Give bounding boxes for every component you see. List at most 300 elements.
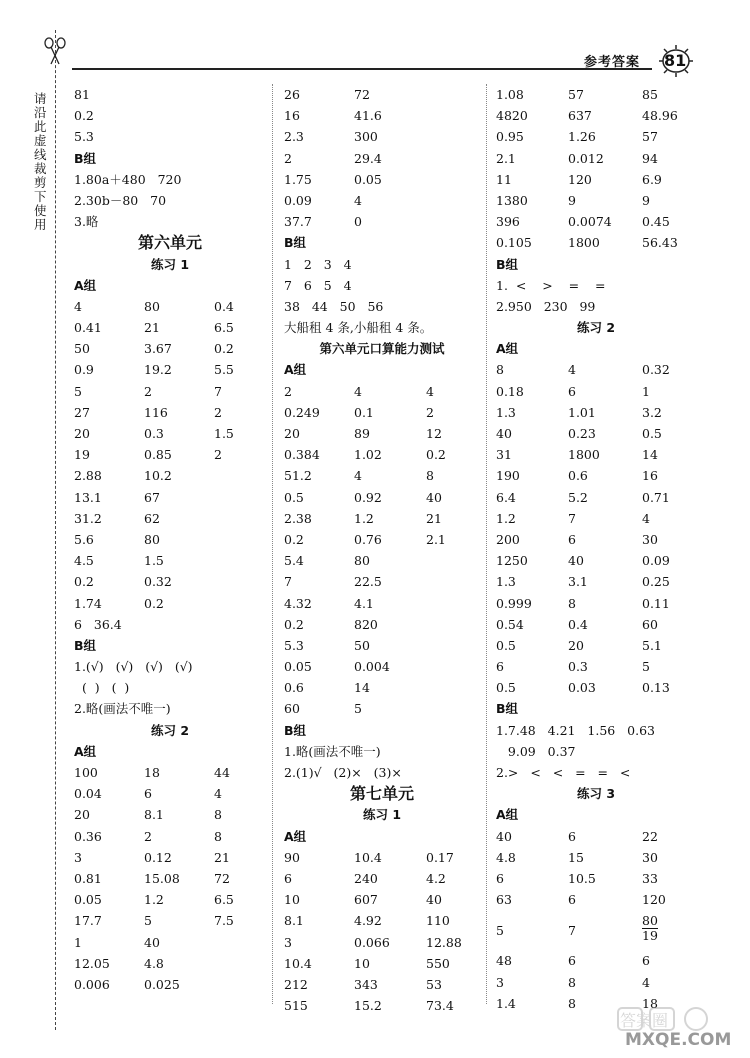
answer-row [74,847,266,868]
answer-cell: 15 [568,849,584,865]
answer-cell: 0.006 [74,976,110,992]
answer-cell: 0.249 [284,404,320,420]
answer-row [496,190,696,211]
answer-text: 1.(√) (√) (√) (√) [74,659,193,675]
answer-cell: 90 [284,849,300,865]
answer-row [496,762,696,783]
answer-row [496,847,696,868]
answer-row [496,275,696,296]
answer-cell: 6 [568,892,576,908]
section-title: 练习 1 [150,256,190,272]
answer-cell: 40 [496,828,512,844]
answer-row [284,84,480,105]
group-heading: A组 [496,341,519,357]
answer-row [496,508,696,529]
answer-cell: 11 [496,171,512,187]
answer-cell: 4 [642,510,650,526]
answer-row [74,317,266,338]
group-heading: A组 [284,828,307,844]
answer-cell: 0.2 [214,341,234,357]
answer-cell: 3 [496,974,504,990]
header-title: 参考答案 [584,55,641,70]
answer-cell: 89 [354,426,370,441]
answer-cell: 6.5 [214,892,234,908]
answer-row [74,804,266,825]
answer-cell: 1.4 [496,995,516,1011]
answer-cell: 0.54 [496,616,524,632]
answer-row [284,953,480,974]
answer-cell: 8 [568,995,576,1011]
answer-cell: 50 [74,341,90,357]
answer-cell: 1.3 [496,404,516,420]
answer-cell: 0.18 [496,383,524,399]
answer-cell: 4.8 [496,849,516,865]
section-title: 练习 2 [576,320,616,336]
answer-row [496,487,696,508]
answer-row [284,571,480,592]
answer-text: 1.略(画法不唯一) [284,743,381,759]
answer-cell: 8.1 [144,807,164,823]
answer-cell: 300 [354,129,378,145]
answer-cell: 6 [496,659,504,675]
answer-cell: 6 [144,786,152,802]
answer-cell: 0 [354,214,362,230]
answer-row [284,444,480,465]
answer-row [284,317,480,338]
answer-cell: 62 [144,510,160,526]
answer-cell: 40 [496,426,512,441]
answer-cell: 40 [144,934,160,950]
answer-text: 38 44 50 56 [284,298,384,314]
answer-cell: 515 [284,998,308,1014]
answer-cell: 30 [642,531,658,547]
answer-row [74,169,266,190]
answer-cell: 31.2 [74,510,102,526]
answer-cell: 51.2 [284,468,312,484]
answer-cell: 9 [642,192,650,208]
answer-cell: 21 [144,320,160,336]
answer-cell: 0.41 [74,320,102,336]
answer-cell: 1 [642,383,650,399]
answer-text: 6 36.4 [74,616,122,632]
answer-cell: 19 [74,447,90,463]
answer-cell: 41.6 [354,108,382,124]
answer-cell: 31 [496,447,512,463]
answer-row [496,972,696,993]
answer-cell: 10.4 [284,955,312,971]
answer-row [496,677,696,698]
answer-cell: 27 [74,404,90,420]
answer-cell: 15.2 [354,998,382,1014]
answer-cell: 29.4 [354,150,382,166]
answer-cell: 4.2 [426,870,446,886]
answer-cell: 0.6 [568,468,588,484]
answer-cell: 3 [284,934,292,950]
answer-row [496,635,696,656]
answer-cell: 200 [496,531,520,547]
answer-column-1 [74,84,266,995]
answer-cell: 4.8 [144,955,164,971]
answer-cell: 5 [74,383,82,399]
answer-row [74,677,266,698]
answer-row [496,381,696,402]
answer-row [284,910,480,931]
answer-row [284,974,480,995]
answer-row [74,656,266,677]
answer-cell: 8 [426,468,434,484]
answer-cell: 0.23 [568,426,596,441]
answer-row [284,847,480,868]
answer-row [284,296,480,317]
watermark-text: MXQE.COM [625,1030,732,1050]
answer-row [74,550,266,571]
group-heading: B组 [496,701,519,717]
answer-cell: 2 [214,447,222,463]
answer-cell: 8 [214,828,222,844]
answer-cell: 2.88 [74,468,102,484]
answer-cell: 2 [214,404,222,420]
answer-row [284,381,480,402]
answer-row [284,868,480,889]
answer-row [496,169,696,190]
answer-cell: 120 [568,171,592,187]
answer-cell: 0.95 [496,129,524,145]
fraction-numerator: 80 [642,913,658,929]
answer-cell: 0.04 [74,786,102,802]
answer-row [74,826,266,847]
answer-cell: 2 [144,828,152,844]
answer-cell: 0.81 [74,870,102,886]
answer-cell: 2.1 [426,531,446,547]
answer-cell: 0.45 [642,214,670,230]
answer-row [74,953,266,974]
answer-text: 9.09 0.37 [496,743,576,759]
answer-cell: 5.6 [74,531,94,547]
answer-cell: 0.25 [642,574,670,590]
answer-cell: 0.11 [642,595,670,611]
answer-text: 5.3 [74,129,94,145]
answer-row [74,296,266,317]
answer-cell: 0.2 [144,595,164,611]
answer-cell: 20 [74,426,90,441]
answer-row [496,868,696,889]
answer-cell: 7 [284,574,292,590]
answer-row [496,826,696,847]
answer-cell: 3.2 [642,404,662,420]
answer-text: ( ) ( ) [74,680,130,696]
answer-cell: 0.32 [144,574,172,590]
answer-row [74,381,266,402]
answer-cell: 80 [144,298,160,314]
answer-row [284,762,480,783]
answer-cell: 0.6 [284,680,304,696]
answer-cell: 0.004 [354,659,390,675]
answer-cell: 40 [426,489,442,505]
answer-cell: 5.4 [284,553,304,569]
answer-cell: 8 [496,362,504,378]
answer-row [496,84,696,105]
answer-row [74,338,266,359]
answer-cell: 14 [642,447,658,463]
answer-row [496,656,696,677]
answer-cell: 5 [144,913,152,929]
answer-cell: 4 [354,383,362,399]
answer-cell: 4820 [496,108,528,124]
answer-cell: 1.01 [568,404,596,420]
cut-dashed-line [55,30,56,1030]
answer-cell: 0.1 [354,404,374,420]
answer-row [284,275,480,296]
group-heading: B组 [74,150,97,166]
answer-cell: 94 [642,150,658,166]
answer-row [74,571,266,592]
answer-row [496,148,696,169]
answer-cell: 1.5 [214,426,234,441]
answer-row [496,720,696,741]
answer-cell: 6 [568,383,576,399]
answer-cell: 5.2 [568,489,588,505]
answer-cell: 0.5 [284,489,304,505]
answer-cell: 0.36 [74,828,102,844]
answer-cell: 60 [284,701,300,717]
answer-cell: 4.1 [354,595,374,611]
answer-cell: 16 [642,468,658,484]
answer-cell: 0.2 [74,574,94,590]
answer-row [496,105,696,126]
answer-row [496,465,696,486]
answer-row [284,169,480,190]
answer-cell: 2 [426,404,434,420]
answer-cell: 0.32 [642,362,670,378]
answer-cell: 1.26 [568,129,596,145]
answer-cell: 2 [284,383,292,399]
answer-cell: 40 [426,892,442,908]
answer-row [496,232,696,253]
answer-text: 大船租 4 条,小船租 4 条。 [284,320,433,336]
group-heading: B组 [284,235,307,251]
answer-cell: 0.5 [496,680,516,696]
answer-cell: 0.3 [568,659,588,675]
answer-text: 81 [74,87,90,102]
answer-cell: 48.96 [642,108,678,124]
answer-cell: 0.2 [284,531,304,547]
answer-cell: 0.2 [426,447,446,463]
answer-cell: 1.2 [496,510,516,526]
answer-cell: 0.025 [144,976,180,992]
answer-cell: 0.03 [568,680,596,696]
answer-cell: 20 [568,637,584,653]
answer-cell: 0.17 [426,849,454,865]
answer-cell: 12 [426,426,442,441]
answer-row [496,211,696,232]
answer-cell: 212 [284,976,308,992]
answer-cell: 33 [642,870,658,886]
answer-row [496,741,696,762]
answer-cell: 7 [568,510,576,526]
answer-row [284,148,480,169]
answer-cell: 343 [354,976,378,992]
answer-cell: 2.38 [284,510,312,526]
answer-cell: 0.5 [496,637,516,653]
answer-cell: 4 [642,974,650,990]
answer-cell: 4 [568,362,576,378]
answer-cell: 6 [284,870,292,886]
answer-row [284,126,480,147]
answer-row [74,508,266,529]
answer-cell: 0.05 [354,171,382,187]
answer-text: 2.950 230 99 [496,298,596,314]
answer-cell: 0.9 [74,362,94,378]
answer-cell: 80 [354,553,370,569]
section-title: 第六单元口算能力测试 [319,341,445,357]
answer-cell: 8 [568,974,576,990]
fraction-denominator: 19 [642,928,658,944]
answer-text: 1. < > = = [496,277,606,293]
scissors-icon [40,36,70,66]
answer-cell: 12.05 [74,955,110,971]
answer-cell: 4 [426,383,434,399]
section-title: 练习 3 [576,786,616,802]
answer-cell: 10.4 [354,849,382,865]
answer-row [74,190,266,211]
answer-row [284,487,480,508]
answer-row [496,910,696,950]
answer-cell: 0.09 [642,553,670,569]
answer-text: 2.30b－80 70 [74,192,167,208]
answer-cell: 8 [214,807,222,823]
answer-cell: 2.3 [284,129,304,145]
answer-cell: 0.0074 [568,214,612,230]
answer-cell: 4 [74,298,82,314]
answer-row [284,465,480,486]
answer-row [284,254,480,275]
answer-row [74,211,266,232]
answer-cell: 6 [568,828,576,844]
answer-text: 2.> < < = = < [496,765,631,780]
answer-cell: 37.7 [284,214,312,230]
answer-cell: 2 [144,383,152,399]
answer-row [496,126,696,147]
answer-cell: 1 [74,934,82,950]
section-title: 练习 1 [362,807,402,823]
answer-text: 2.略(画法不唯一) [74,701,171,717]
answer-cell: 10 [354,955,370,971]
answer-cell: 120 [642,892,666,908]
answer-text: 2.(1)√ (2)× (3)× [284,765,402,780]
answer-row [74,910,266,931]
answer-row [496,889,696,910]
answer-cell: 30 [642,849,658,865]
answer-cell: 5.3 [284,637,304,653]
answer-cell: 5 [354,701,362,717]
answer-cell: 57 [642,129,658,145]
answer-cell: 6 [496,870,504,886]
answer-row [74,783,266,804]
answer-cell: 1800 [568,235,600,251]
answer-row [74,614,266,635]
answer-cell: 637 [568,108,592,124]
answer-cell: 85 [642,87,658,102]
answer-row [284,889,480,910]
answer-cell: 2.1 [496,150,516,166]
answer-cell: 2 [284,150,292,166]
answer-text: 1.80a＋480 720 [74,171,182,187]
answer-row [284,656,480,677]
group-heading: B组 [284,722,307,738]
group-heading: A组 [496,807,519,823]
answer-cell: 21 [426,510,442,526]
answer-row [74,889,266,910]
answer-cell: 20 [74,807,90,823]
answer-row [284,741,480,762]
answer-cell: 1.2 [354,510,374,526]
answer-cell: 0.92 [354,489,382,505]
answer-row [74,84,266,105]
answer-cell: 1.2 [144,892,164,908]
cut-instruction: 请沿此虚线裁剪下使用 [34,91,47,232]
group-heading: B组 [74,637,97,653]
answer-cell: 12.88 [426,934,462,950]
answer-cell: 550 [426,955,450,971]
answer-row [496,571,696,592]
answer-cell: 6 [642,953,650,969]
answer-cell: 0.05 [74,892,102,908]
group-heading: B组 [496,256,519,272]
answer-row [284,614,480,635]
answer-row [284,932,480,953]
answer-row [74,444,266,465]
answer-cell: 10.2 [144,468,172,484]
answer-cell: 15.08 [144,870,180,886]
answer-row [74,487,266,508]
answer-cell: 0.3 [144,426,164,441]
answer-cell: 18 [144,765,160,780]
answer-cell: 18 [642,995,658,1011]
answer-row [284,211,480,232]
answer-cell: 3 [74,849,82,865]
answer-column-3 [496,84,696,1014]
answer-row [74,932,266,953]
answer-cell: 0.066 [354,934,390,950]
answer-row [284,995,480,1016]
answer-cell: 19.2 [144,362,172,378]
answer-row [496,614,696,635]
answer-cell: 1.02 [354,447,382,463]
answer-cell: 5 [496,923,504,939]
answer-cell: 0.105 [496,235,532,251]
answer-cell: 1380 [496,192,528,208]
answer-row [284,635,480,656]
answer-cell: 40 [568,553,584,569]
answer-cell: 22.5 [354,574,382,590]
answer-cell: 116 [144,404,168,420]
answer-cell: 14 [354,680,370,696]
answer-cell: 4.5 [74,553,94,569]
answer-cell: 67 [144,489,160,505]
answer-cell: 6 [568,531,576,547]
answer-row [74,974,266,995]
answer-cell: 10 [284,892,300,908]
answer-cell: 0.012 [568,150,604,166]
answer-row [284,677,480,698]
answer-cell: 17.7 [74,913,102,929]
answer-cell: 48 [496,953,512,969]
answer-cell: 26 [284,87,300,102]
answer-row [496,550,696,571]
answer-row [74,529,266,550]
answer-row [284,402,480,423]
answer-cell: 100 [74,765,98,780]
